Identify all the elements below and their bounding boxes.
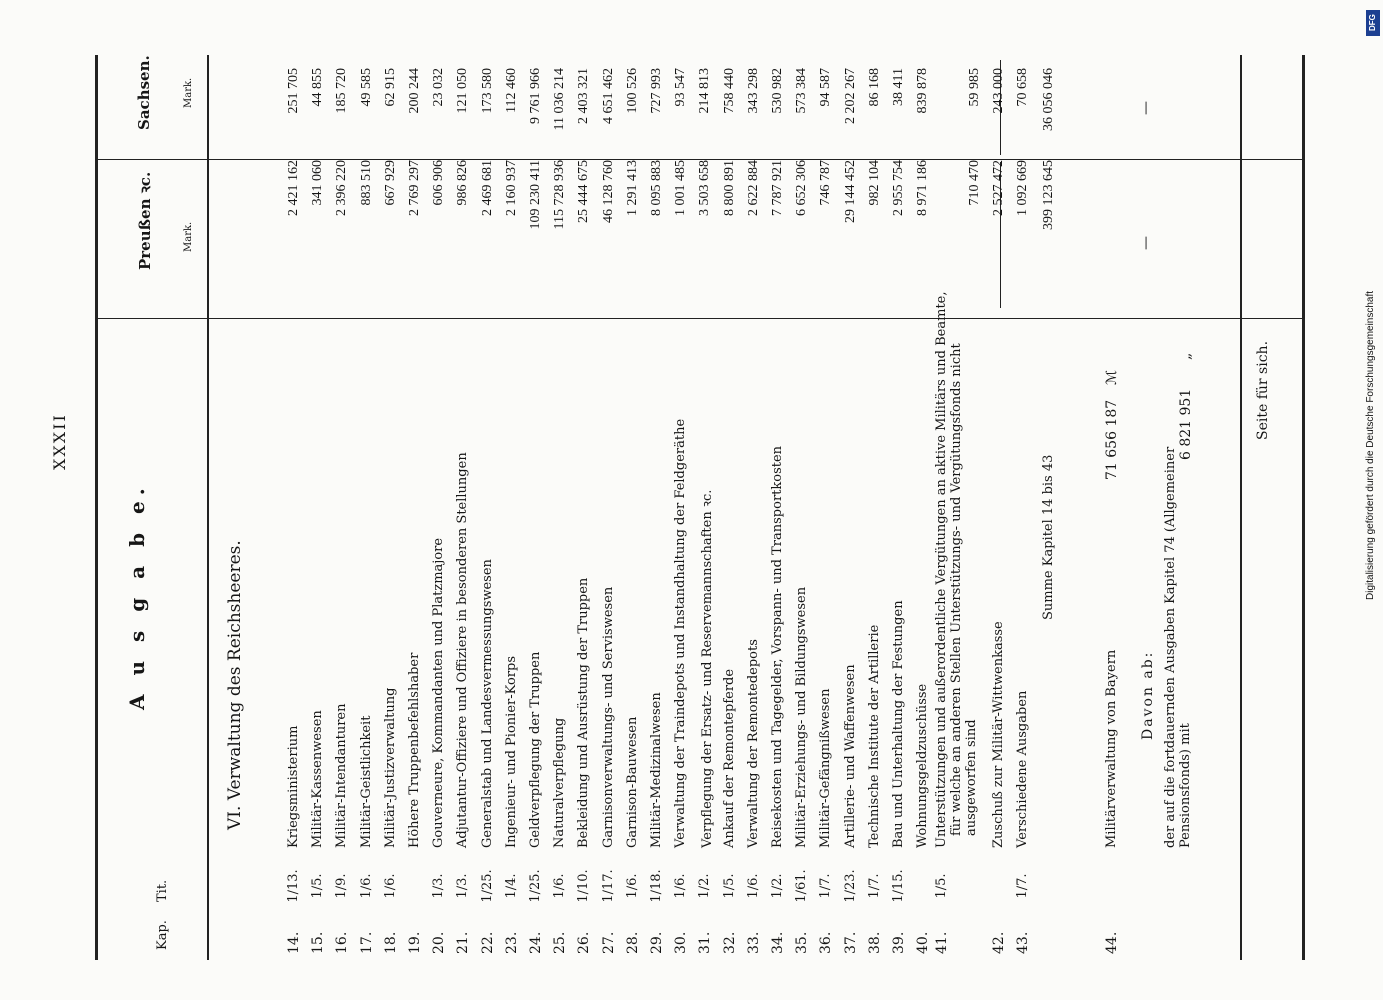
sachsen-value: 200 244 (407, 68, 422, 114)
row-label: Naturalverpflegung (552, 717, 568, 848)
row-label: Militär-Intendanturen (334, 703, 350, 848)
row-label: Technische Institute der Artillerie (866, 624, 882, 848)
ditto-mark: „ (1178, 352, 1194, 360)
tit-range: 1/6. (358, 873, 374, 899)
kap-number: 35. (794, 931, 811, 954)
table-row (646, 55, 670, 960)
table-row (598, 55, 622, 960)
tit-range: 1/5. (934, 873, 949, 899)
row-label: Bekleidung und Ausrüstung der Truppen (576, 577, 592, 848)
kap-number: 31. (697, 931, 714, 954)
header-mark-sachsen: Mark. (183, 77, 194, 108)
kap-number: 33. (745, 931, 762, 954)
kap-number: 27. (600, 931, 617, 954)
sachsen-value: 93 547 (673, 68, 689, 107)
kap-number: 23. (503, 931, 520, 954)
preussen-value: 1 092 669 (1015, 160, 1031, 216)
table-row (283, 55, 307, 960)
tit-range: 1/18. (649, 869, 664, 903)
kap-number: 16. (334, 931, 351, 954)
tit-range: 1/9. (334, 873, 350, 899)
table-row (622, 55, 646, 960)
dfg-logo: DFG (1366, 10, 1380, 36)
tit-range: 1/7. (1015, 873, 1031, 899)
sachsen-value: 44 855 (310, 68, 326, 107)
pension-line1: der auf die fortdauernden Ausgaben Kapitel 74 (Allgemeiner (1163, 446, 1178, 848)
preussen-value: 6 652 306 (794, 160, 810, 216)
tit-range: 1/6. (382, 873, 398, 899)
sachsen-value: 100 526 (624, 68, 640, 114)
preussen-value: 2 160 937 (503, 160, 519, 216)
kap-number: 19. (407, 931, 423, 954)
tit-range: 1/7. (818, 873, 834, 899)
table-row (719, 55, 743, 960)
sachsen-value: 86 168 (866, 68, 882, 107)
kap-number: 28. (624, 931, 641, 954)
sachsen-value: 4 651 462 (600, 68, 616, 124)
tit-range: 1/10. (576, 869, 592, 903)
kap-number: 40. (915, 931, 932, 954)
sachsen-value: 727 993 (649, 68, 664, 114)
kap-number: 22. (479, 931, 496, 954)
table-row (452, 55, 476, 960)
preussen-value: 986 826 (455, 160, 471, 206)
preussen-value: 25 444 675 (576, 160, 592, 223)
header-preussen: Preußen ꝛc. (136, 171, 154, 270)
sachsen-value: 2 403 321 (576, 68, 592, 124)
row-label: Militär-Gefängnißwesen (818, 688, 834, 848)
preussen-value: 667 929 (382, 160, 398, 206)
kap-number: 30. (673, 931, 690, 954)
kap-number: 15. (310, 931, 327, 954)
sachsen-value: 2 202 267 (842, 68, 858, 124)
sachsen-value: 243 000 (991, 68, 1006, 114)
preussen-value: 2 469 681 (479, 160, 495, 216)
tit-range: 1/6. (745, 873, 761, 899)
kap-number: 20. (431, 931, 448, 954)
row-label: Militär-Medizinalwesen (649, 692, 664, 848)
table-row (404, 55, 428, 960)
preussen-value: 1 291 413 (624, 160, 640, 216)
row-label: Geldverpflegung der Truppen (528, 651, 543, 848)
table-row (840, 55, 864, 960)
preussen-value: 1 001 485 (673, 160, 689, 216)
preussen-value: 8 095 883 (649, 160, 664, 216)
table-row (380, 55, 404, 960)
sachsen-value: 214 813 (697, 68, 713, 114)
sachsen-value: 70 658 (1015, 68, 1031, 107)
tit-range: 1/61. (794, 869, 810, 903)
kap-number: 24. (528, 931, 544, 954)
table-row (477, 55, 501, 960)
preussen-value: 8 971 186 (915, 160, 931, 216)
preussen-value: 606 906 (431, 160, 447, 206)
seite-fuer-sich: Seite für sich. (1255, 340, 1271, 440)
row-label: Kriegsministerium (286, 725, 301, 848)
kap-number: 36. (818, 931, 835, 954)
sum-label: Summe Kapitel 14 bis 43 (1041, 454, 1056, 620)
table-row (767, 55, 791, 960)
sachsen-value: 530 982 (770, 68, 785, 114)
kap-number: 41. (934, 931, 950, 954)
top-rule (95, 55, 98, 960)
kap-number: 37. (842, 931, 859, 954)
header-ausgabe: A u s g a b e. (125, 482, 149, 710)
header-sachsen: Sachsen. (135, 55, 153, 130)
kap-number: 43. (1015, 931, 1032, 954)
sachsen-value: 62 915 (382, 68, 398, 107)
tit-range: 1/25. (528, 869, 543, 903)
kap-number: 26. (576, 931, 593, 954)
table-row (549, 55, 573, 960)
table-row (501, 55, 525, 960)
preussen-value: 29 144 452 (842, 160, 858, 223)
kap-number: 39. (891, 931, 907, 954)
bayern-block (1098, 55, 1238, 960)
sachsen-value: 251 705 (286, 68, 301, 114)
preussen-value: 7 787 921 (770, 160, 785, 216)
tit-range: 1/13. (286, 869, 301, 903)
row-label-line2: für welche an anderen Stellen Unterstützungs- und Vergütungsfonds nicht (949, 343, 964, 836)
preussen-value: 2 421 162 (286, 160, 301, 216)
sachsen-dash: — (1138, 101, 1154, 115)
digitization-credit: Digitalisierung gefördert durch die Deutsche Forschungsgemeinschaft (1365, 290, 1376, 600)
preussen-value: 982 104 (866, 160, 882, 206)
bayern-unit: ℳ (1104, 370, 1120, 385)
table-row (525, 55, 549, 960)
table-row (356, 55, 380, 960)
pension-amount: 6 821 951 (1178, 388, 1194, 460)
row-label: Garnison-Bauwesen (624, 716, 640, 848)
sum-preussen: 399 123 645 (1041, 160, 1056, 230)
page-number: XXXII (50, 413, 69, 470)
row-label-line1: Unterstützungen und außerordentliche Vergütungen an aktive Militärs und Beamte, (934, 291, 949, 848)
preussen-value: 883 510 (358, 160, 374, 206)
row-label: Verwaltung der Remontedepots (745, 639, 761, 848)
table-row (743, 55, 767, 960)
tit-range: 1/23. (842, 869, 858, 903)
row-label: Verpflegung der Ersatz- und Reservemannschaften ꝛc. (700, 489, 716, 848)
table-row (791, 55, 815, 960)
preussen-value: 2 955 754 (891, 160, 906, 216)
tit-range: 1/6. (673, 873, 689, 899)
row-label: Militär-Erziehungs- und Bildungswesen (794, 586, 810, 848)
preussen-value: 2 769 297 (407, 160, 422, 216)
preussen-value: 115 728 936 (552, 160, 568, 230)
tit-range: 1/25. (479, 869, 495, 903)
table-row (694, 55, 718, 960)
table-row (573, 55, 597, 960)
tit-range: 1/3. (455, 873, 471, 899)
row-label: Militär-Geistlichkeit (358, 715, 374, 848)
tit-range: 1/3. (431, 873, 447, 899)
kap-number: 42. (991, 931, 1007, 954)
header-mark-preussen: Mark. (183, 221, 194, 252)
pension-line2: Pensionsfonds) mit (1178, 723, 1193, 848)
tit-range: 1/7. (866, 873, 882, 899)
row-label: Militär-Justizverwaltung (382, 687, 398, 848)
bayern-amount: 71 656 187 (1104, 399, 1120, 480)
preussen-value: 109 230 411 (528, 160, 543, 230)
table-row (331, 55, 355, 960)
kap-number: 44. (1104, 931, 1120, 954)
sachsen-value: 758 440 (721, 68, 737, 114)
row-label: Ingenieur- und Pionier-Korps (503, 655, 519, 848)
row-label: Militär-Kassenwesen (310, 710, 326, 848)
sachsen-value: 9 761 966 (528, 68, 543, 124)
row-label: Generalstab und Landesvermessungswesen (479, 559, 495, 848)
header-tit: Tit. (155, 879, 170, 902)
sachsen-value: 839 878 (915, 68, 931, 114)
sum-sachsen: 36 056 046 (1041, 68, 1056, 131)
table-row (307, 55, 331, 960)
preussen-value: 710 470 (967, 160, 982, 206)
row-label: Artillerie- und Waffenwesen (842, 664, 858, 848)
preussen-value: 2 527 472 (991, 160, 1006, 216)
tit-range: 1/2. (770, 873, 785, 899)
preussen-value: 46 128 760 (600, 160, 616, 223)
bayern-label: Militärverwaltung von Bayern (1104, 649, 1119, 848)
tit-range: 1/5. (310, 873, 326, 899)
tit-range: 1/2. (697, 873, 713, 899)
sachsen-value: 11 036 214 (552, 68, 568, 131)
row-label: Zuschuß zur Militär-Wittwenkasse (991, 621, 1006, 848)
sachsen-value: 112 460 (503, 68, 519, 113)
row-label: Garnisonverwaltungs- und Serviswesen (600, 586, 616, 848)
sachsen-value: 343 298 (745, 68, 761, 114)
preussen-dash: — (1138, 236, 1154, 250)
preussen-value: 3 503 658 (697, 160, 713, 216)
preussen-value: 746 787 (818, 160, 834, 206)
row-label: Adjutantur-Offiziere und Offiziere in besonderen Stellungen (455, 452, 471, 848)
kap-number: 32. (721, 931, 738, 954)
kap-number: 18. (382, 931, 399, 954)
kap-number: 14. (286, 931, 302, 954)
preussen-value: 2 396 220 (334, 160, 350, 216)
tit-range: 1/5. (721, 873, 737, 899)
row-label: Gouverneure, Kommandanten und Platzmajore (431, 537, 447, 848)
sachsen-value: 185 720 (334, 68, 350, 114)
sachsen-value: 59 985 (967, 68, 982, 107)
row-label: Wohnungsgeldzuschüsse (915, 683, 931, 848)
bottom-rule (1302, 55, 1305, 960)
row-label: Bau und Unterhaltung der Festungen (891, 600, 906, 848)
tit-range: 1/17. (600, 869, 616, 903)
row-label: Verwaltung der Traindepots und Instandhaltung der Feldgeräthe (673, 418, 689, 848)
sachsen-value: 173 580 (479, 68, 495, 114)
sum-row (1038, 55, 1062, 960)
kap-number: 17. (358, 931, 375, 954)
row-label: Verschiedene Ausgaben (1015, 690, 1031, 848)
preussen-value: 2 622 884 (745, 160, 761, 216)
kap-number: 38. (866, 931, 883, 954)
preussen-value: 341 060 (310, 160, 326, 206)
kap-number: 21. (455, 931, 472, 954)
tit-range: 1/6. (624, 873, 640, 899)
row-label-line3: ausgeworfen sind (964, 719, 979, 836)
table-row (428, 55, 452, 960)
row-label: Ankauf der Remontepferde (721, 668, 737, 848)
row-label: Reisekosten und Tagegelder, Vorspann- und Transportkosten (770, 445, 785, 848)
table-row (888, 55, 912, 960)
budget-table (95, 55, 1305, 960)
sachsen-value: 94 587 (818, 68, 834, 107)
footer-rule (1240, 55, 1242, 960)
sachsen-value: 23 032 (431, 68, 447, 107)
tit-range: 1/4. (503, 873, 519, 899)
tit-range: 1/6. (552, 873, 568, 899)
table-row (1012, 55, 1036, 960)
davon-label: Davon ab: (1140, 650, 1156, 740)
table-row (864, 55, 888, 960)
preussen-value: 8 800 891 (721, 160, 737, 216)
tit-range: 1/15. (891, 869, 906, 903)
sachsen-value: 49 585 (358, 68, 374, 107)
kap-number: 25. (552, 931, 569, 954)
sachsen-value: 121 050 (455, 68, 471, 114)
sachsen-value: 38 411 (891, 68, 906, 106)
header-rule (207, 55, 209, 960)
row-label: Höhere Truppenbefehlshaber (407, 652, 422, 848)
kap-number: 29. (649, 931, 665, 954)
table-row (670, 55, 694, 960)
sachsen-value: 573 384 (794, 68, 810, 114)
header-kap: Kap. (155, 920, 170, 950)
table-row (815, 55, 839, 960)
kap-number: 34. (770, 931, 786, 954)
section-title: VI. Verwaltung des Reichsheeres. (225, 540, 245, 830)
table-row (988, 55, 1012, 960)
